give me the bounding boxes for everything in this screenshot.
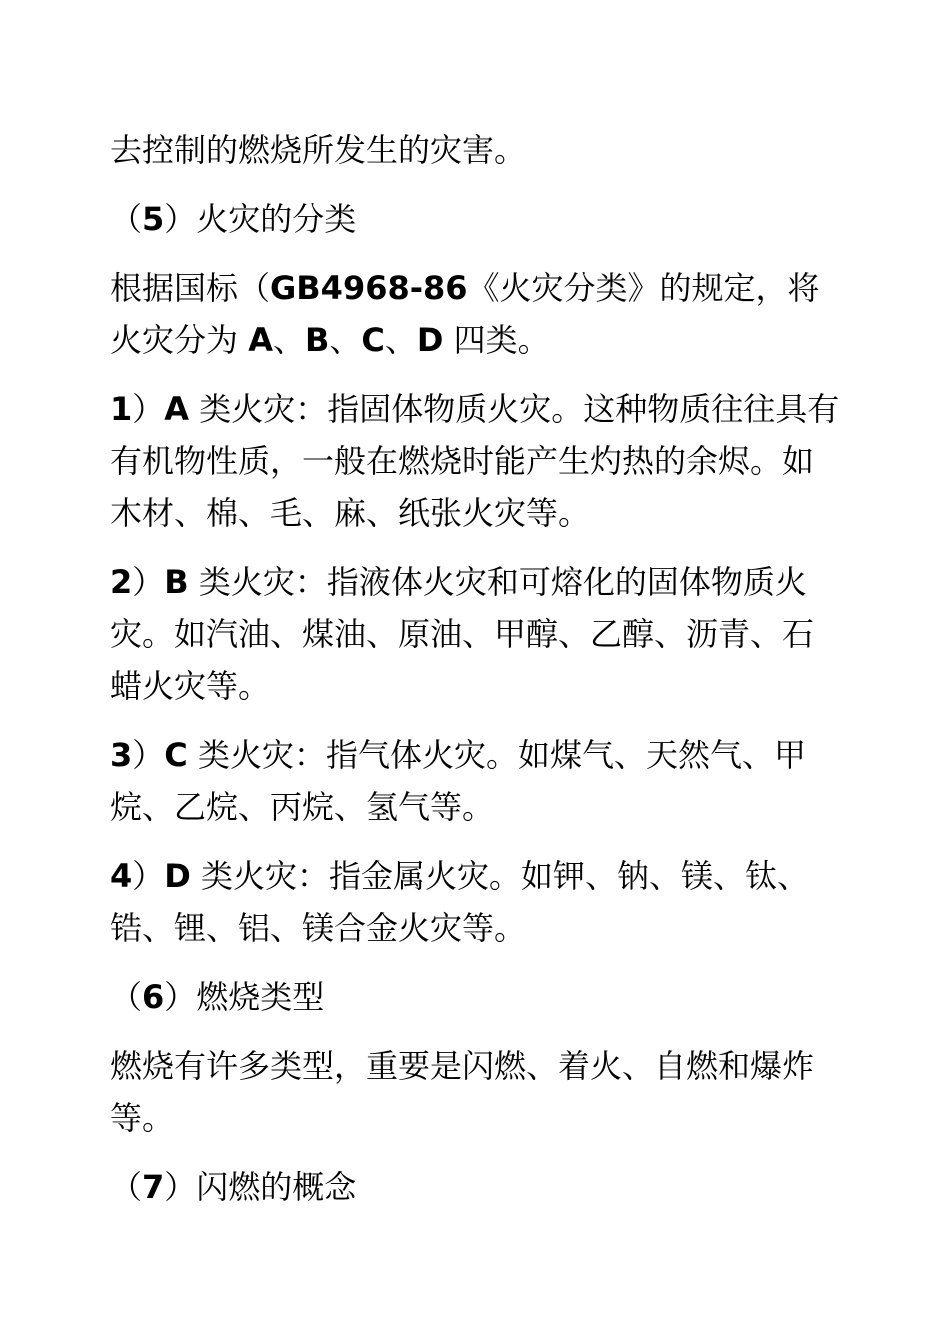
text-run: 、	[272, 321, 305, 359]
text-run: 根据国标（	[110, 269, 271, 307]
text-run: 《火灾分类》的规定，将火灾分为	[110, 269, 820, 359]
item-number: 4	[110, 857, 133, 895]
class-letter-a: A	[248, 321, 273, 359]
item-text: 类火灾：指液体火灾和可熔化的固体物质火灾。如汽油、煤油、原油、甲醇、乙醇、沥青、石蜡火灾等。	[110, 563, 815, 705]
item-separator: ）	[132, 857, 165, 895]
list-item-class-c	[110, 729, 840, 833]
item-number: 3	[110, 736, 133, 774]
heading-number: 5	[142, 200, 165, 238]
paragraph-standard	[110, 262, 840, 366]
list-item-class-b	[110, 556, 840, 712]
heading-open-paren: （	[110, 978, 143, 1016]
heading-open-paren: （	[110, 200, 143, 238]
class-letter-c: C	[361, 321, 385, 359]
document-page	[110, 124, 840, 1230]
standard-code: GB4968-86	[270, 269, 468, 307]
text-run: 、	[329, 321, 362, 359]
item-text: 类火灾：指金属火灾。如钾、钠、镁、钛、锆、锂、铝、镁合金火灾等。	[110, 857, 810, 947]
item-separator: ）	[132, 736, 165, 774]
text-run: 四类。	[453, 321, 550, 359]
list-item-class-a	[110, 383, 840, 539]
item-text: 类火灾：指固体物质火灾。这种物质往往具有有机物性质，一般在燃烧时能产生灼热的余烬。如木材、棉、毛、麻、纸张火灾等。	[110, 390, 840, 532]
item-text: 类火灾：指气体火灾。如煤气、天然气、甲烷、乙烷、丙烷、氢气等。	[110, 736, 806, 826]
paragraph-continuation	[110, 124, 840, 176]
item-class-letter: D	[164, 857, 191, 895]
heading-number: 6	[142, 978, 165, 1016]
paragraph-text: 去控制的燃烧所发生的灾害。	[110, 131, 527, 169]
item-number: 2	[110, 563, 133, 601]
heading-title: ）燃烧类型	[164, 978, 325, 1016]
item-class-letter: A	[164, 390, 190, 428]
item-class-letter: C	[164, 736, 188, 774]
list-item-class-d	[110, 850, 840, 954]
paragraph-text: 燃烧有许多类型，重要是闪燃、着火、自燃和爆炸等。	[110, 1047, 815, 1137]
item-separator: ）	[132, 390, 165, 428]
class-letter-d: D	[416, 321, 444, 359]
section-heading-7	[110, 1161, 840, 1213]
item-number: 1	[110, 390, 133, 428]
item-class-letter: B	[164, 563, 189, 601]
heading-title: ）火灾的分类	[164, 200, 357, 238]
heading-number: 7	[142, 1168, 165, 1206]
class-letter-b: B	[304, 321, 330, 359]
heading-open-paren: （	[110, 1168, 143, 1206]
section-heading-5	[110, 193, 840, 245]
text-run: 、	[384, 321, 417, 359]
paragraph-combustion-types	[110, 1040, 840, 1144]
item-separator: ）	[132, 563, 165, 601]
heading-title: ）闪燃的概念	[164, 1168, 357, 1206]
section-heading-6	[110, 971, 840, 1023]
